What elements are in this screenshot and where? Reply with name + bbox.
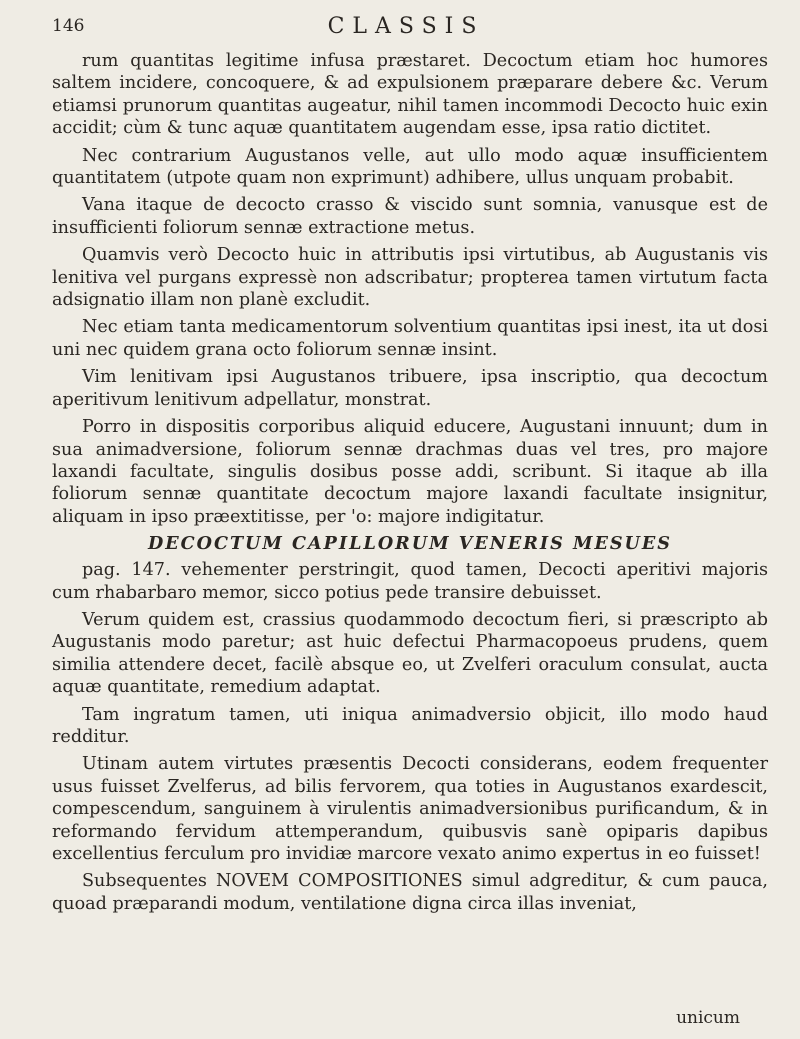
paragraph: Quamvis verò Decocto huic in attributis ipsi virtutibus, ab Augustanis vis lenitiva vel purgans expressè non adscribatur; propterea tamen virtutum facta adsignatio illam non planè excludit. — [52, 245, 768, 311]
paragraph: Verum quidem est, crassius quodammodo decoctum fieri, si præscripto ab Augustanis modo paretur; ast huic defectui Pharmacopoeus prudens, quem similia attendere decet, facilè absque eo, ut Zvelferi oraculum consulat, aucta aquæ quantitate, remedium adaptat. — [52, 609, 768, 698]
paragraph: rum quantitas legitime infusa præstaret. Decoctum etiam hoc humores saltem incidere, concoquere, & ad expulsionem præparare debere &c. Verum etiamsi prunorum quantitas augeatur, nihil tamen incommodi Decocto huic exin accidit; cùm & tunc aquæ quantitatem augendam esse, ipsa ratio dictitet. — [52, 51, 768, 139]
section-heading: DECOCTUM CAPILLORUM VENERIS MESUES — [147, 533, 673, 555]
catchword: unicum — [676, 1008, 740, 1028]
paragraph: Nec etiam tanta medicamentorum solventium quantitas ipsi inest, ita ut dosi uni nec quidem grana octo foliorum sennæ insint. — [52, 317, 768, 360]
paragraph: Nec contrarium Augustanos velle, aut ullo modo aquæ insufficientem quantitatem (utpote quam non exprimunt) adhibere, ullus unquam probabit. — [52, 145, 768, 189]
paragraph: pag. 147. vehementer perstringit, quod tamen, Decocti aperitivi majoris cum rhabarbaro memor, sicco potius pede transire debuisset. — [52, 560, 768, 603]
paragraph: Subsequentes NOVEM COMPOSITIONES simul adgreditur, & cum pauca, quoad præparandi modum, ventilatione digna circa illas inveniat, — [52, 871, 768, 914]
paragraph: Vana itaque de decocto crasso & viscido sunt somnia, vanusque est de insufficienti foliorum sennæ extractione metus. — [52, 195, 768, 238]
page-header — [52, 14, 760, 44]
page-number: 146 — [52, 16, 85, 36]
paragraph: Vim lenitivam ipsi Augustanos tribuere, ipsa inscriptio, qua decoctum aperitivum lenitivum adpellatur, monstrat. — [52, 367, 768, 410]
paragraph: Tam ingratum tamen, uti iniqua animadversio objicit, illo modo haud redditur. — [52, 704, 768, 747]
running-head: CLASSIS — [327, 14, 485, 39]
body-text — [52, 50, 768, 920]
paragraph: Utinam autem virtutes præsentis Decocti considerans, eodem frequenter usus fuisset Zvelferus, ad bilis fervorem, qua toties in Augustanos exardescit, compescendum, sanguinem à virulentis animadversionibus purificandum, & in reformando fervidum attemperandum, quibusvis sanè opiparis dapibus excellentius ferculum pro invidiæ marcore vexato animo expertus in eo fuisset! — [52, 754, 768, 864]
paragraph: Porro in dispositis corporibus aliquid educere, Augustani innuunt; dum in sua animadversione, foliorum sennæ drachmas duas vel tres, pro majore laxandi facultate, singulis dosibus posse addi, scribunt. Si itaque ab illa foliorum sennæ quantitate decoctum majore laxandi facultate insignitur, aliquam in ipso præextitisse, per 'o: majore indigitatur. — [52, 417, 768, 527]
